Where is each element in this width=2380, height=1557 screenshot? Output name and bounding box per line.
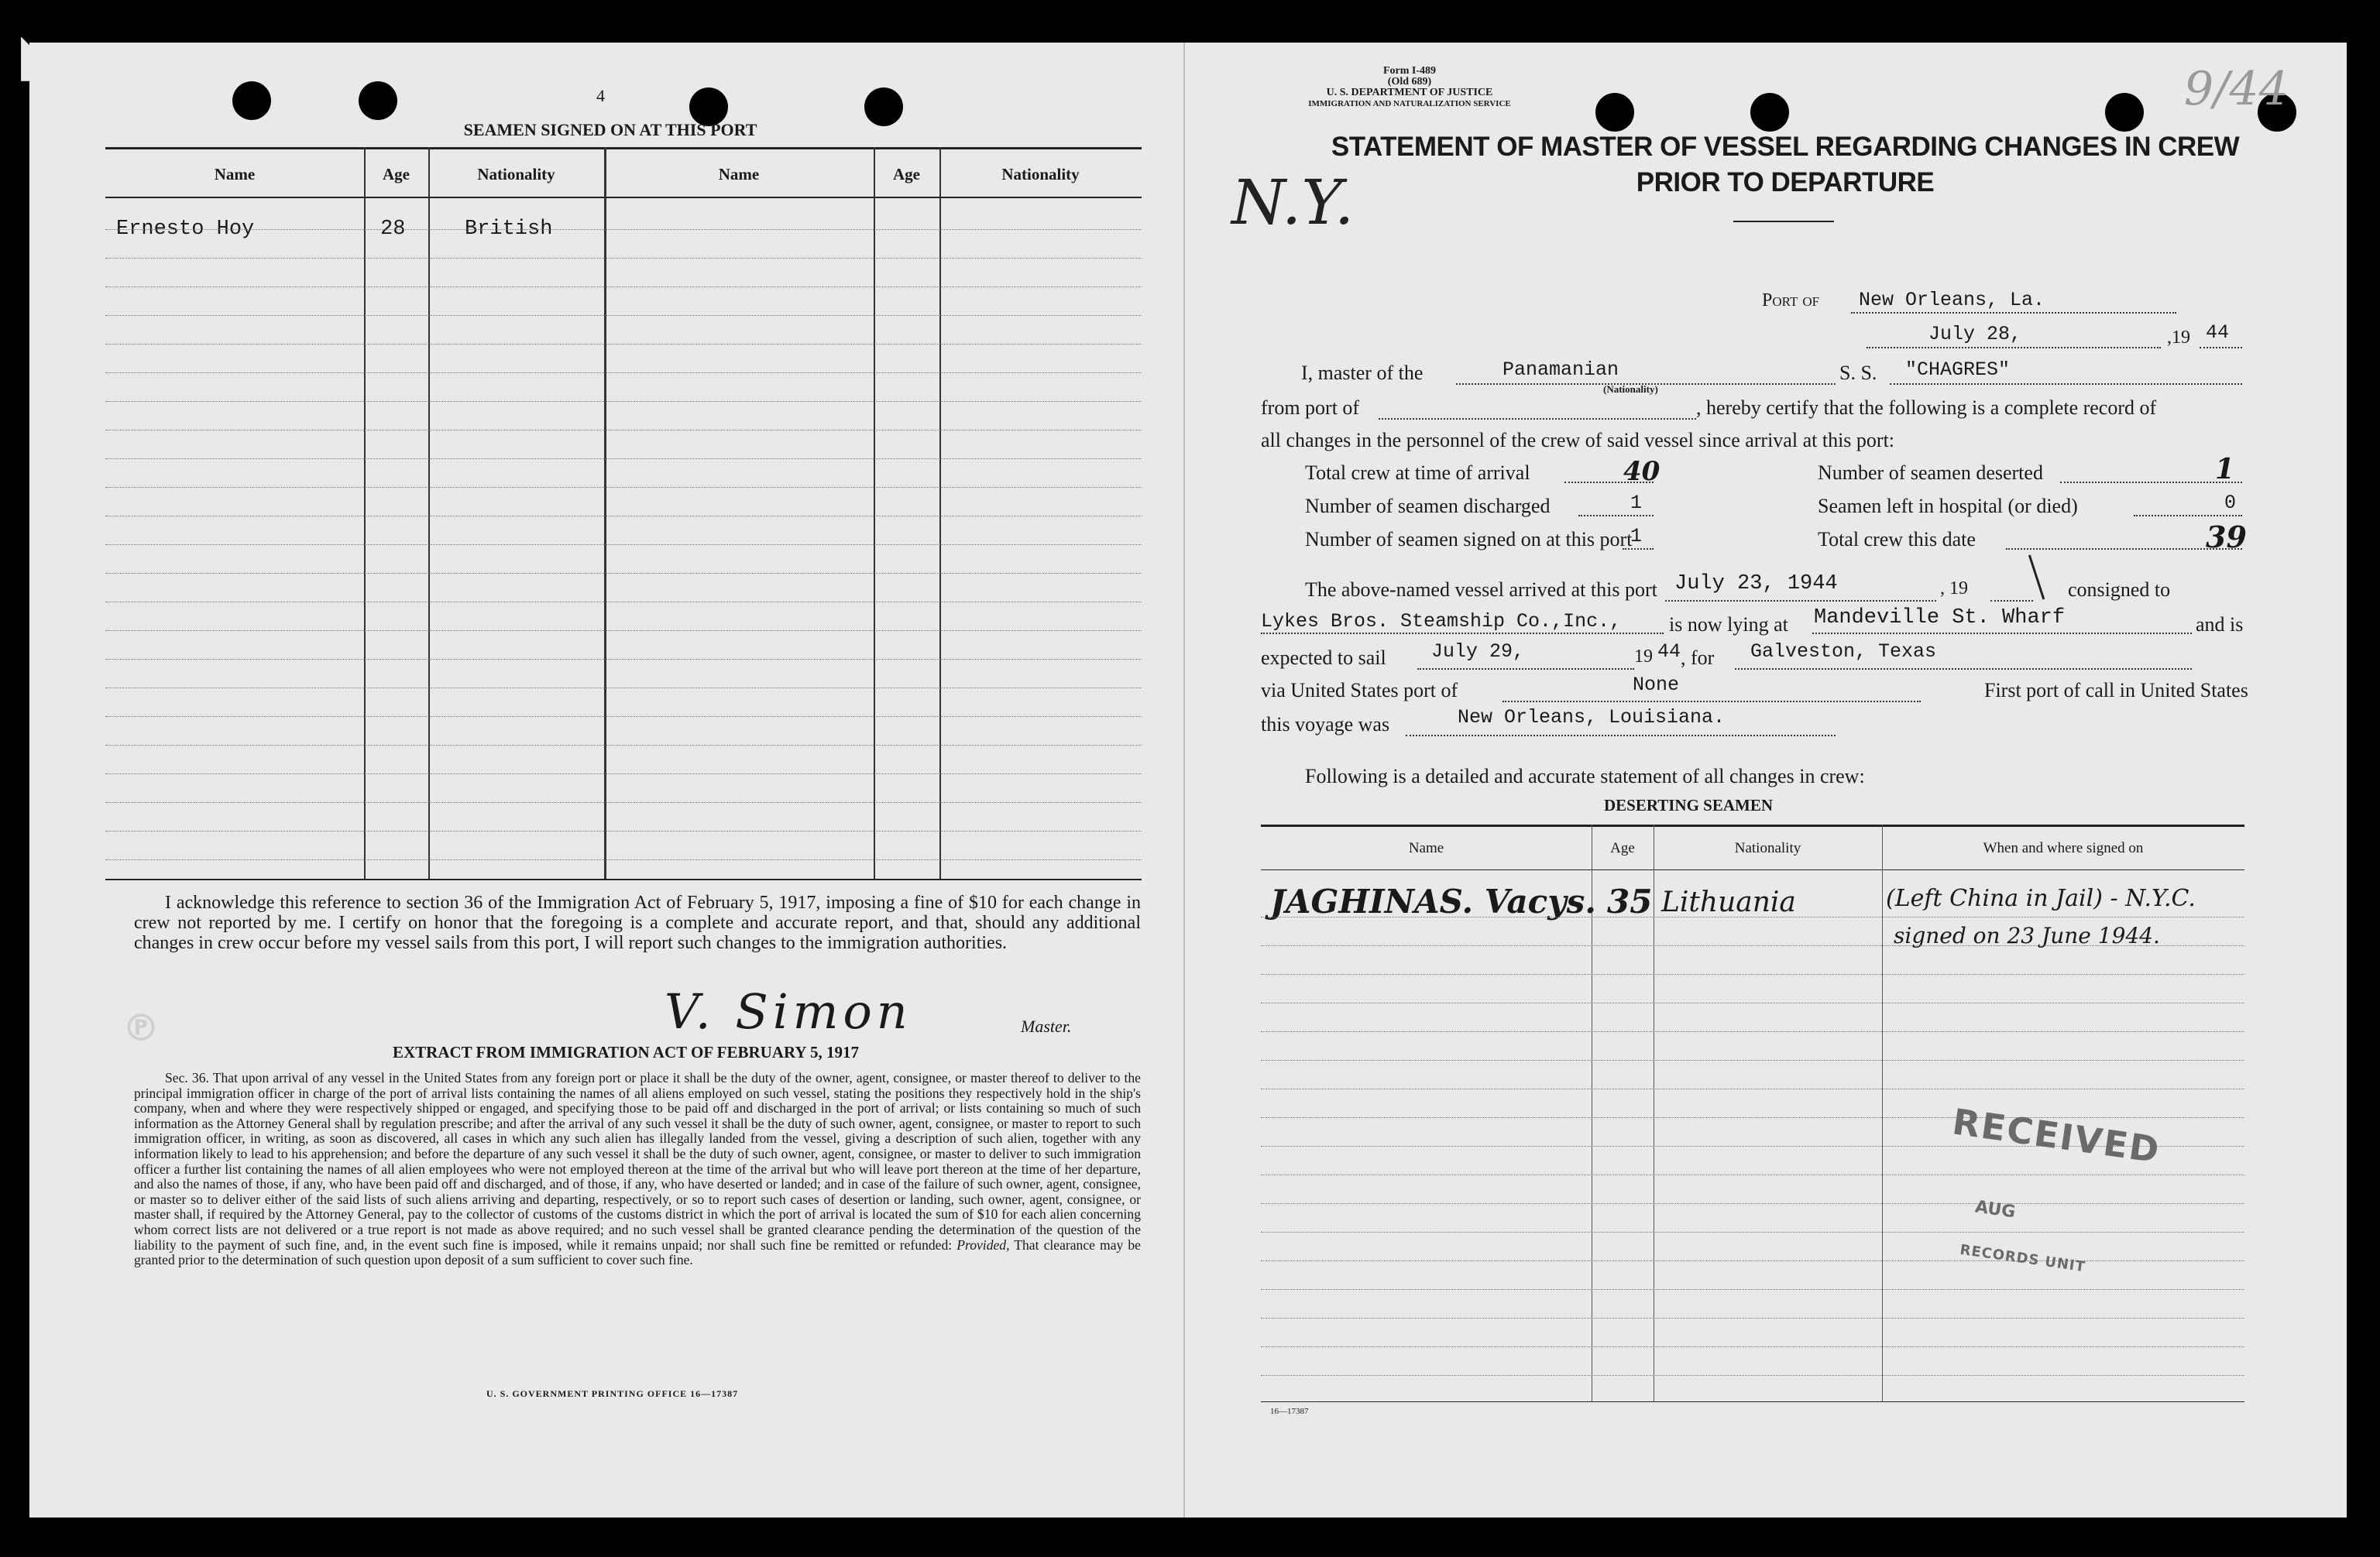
via-line [1503, 701, 1921, 702]
ruled-row-line [105, 344, 1142, 345]
desert-header-rule [1261, 869, 2244, 870]
desert-ruled-row-line [1261, 1260, 2244, 1261]
column-header-nationality: Nationality [477, 165, 555, 183]
ship-line [1890, 383, 2242, 385]
footer-code: 16—17387 [1270, 1407, 1309, 1416]
ruled-row-line [105, 458, 1142, 459]
desert-ruled-row-line [1261, 1318, 2244, 1319]
count-label-hospital: Seamen left in hospital (or died) [1818, 495, 2078, 517]
lying-label: is now lying at [1669, 613, 1788, 636]
deserter-signed: (Left China in Jail) - N.Y.C. [1886, 885, 2196, 912]
nationality-value: Panamanian [1503, 358, 1619, 381]
form-number: Form I-489 [1382, 65, 1437, 77]
form-title-line1: STATEMENT OF MASTER OF VESSEL REGARDING CHANGES IN CREW [1331, 132, 2240, 162]
extract-text [134, 1071, 1141, 1268]
and-is-label: and is [2196, 613, 2244, 636]
right-page [1183, 43, 2347, 1518]
punch-hole [232, 81, 271, 120]
voyage-label: this voyage was [1261, 713, 1390, 736]
nationality-caption: (Nationality) [1603, 383, 1658, 395]
certify-text-2: all changes in the personnel of the crew of said vessel since arrival at this port: [1261, 429, 1895, 451]
desert-ruled-row-line [1261, 1060, 2244, 1061]
ruled-row-line [105, 573, 1142, 574]
form-header [1255, 66, 1564, 109]
master-signature: V. Simon [665, 983, 912, 1040]
count-dots [1578, 515, 1654, 516]
table-title: SEAMEN SIGNED ON AT THIS PORT [463, 120, 757, 139]
ruled-row-line [105, 859, 1142, 860]
extract-title: EXTRACT FROM IMMIGRATION ACT OF FEBRUARY 5, 1917 [392, 1043, 860, 1061]
desert-ruled-row-line [1261, 1289, 2244, 1290]
ruled-row-line [105, 229, 1142, 230]
consignee-line [1261, 633, 1664, 634]
year-prefix: ,19 [2167, 328, 2190, 348]
received-stamp-date: AUG [1973, 1197, 2017, 1223]
column-header-name: Name [718, 165, 760, 183]
count-label-deserted: Number of seamen deserted [1818, 461, 2043, 484]
count-value-deserted: 1 [2215, 453, 2235, 485]
ruled-row-line [105, 831, 1142, 832]
date-line [1867, 347, 2161, 348]
punch-hole [1750, 93, 1789, 132]
arrived-year-line [1990, 600, 2033, 602]
arrived-year: , 19 [1940, 578, 1968, 598]
arrived-line [1665, 600, 1936, 602]
deserter-signed-2: signed on 23 June 1944. [1894, 923, 2160, 948]
ruled-row-line [105, 773, 1142, 774]
col-divider [428, 147, 430, 879]
corner-note: 9/44 [2184, 62, 2289, 116]
ruled-row-line [105, 630, 1142, 631]
ruled-row-line [105, 258, 1142, 259]
form-title-line2: PRIOR TO DEPARTURE [1636, 167, 1935, 197]
form-old-number: (Old 689) [1387, 76, 1432, 87]
count-value-arrival: 40 [1623, 456, 1661, 487]
destination-line [1735, 668, 2192, 670]
service-name: IMMIGRATION AND NATURALIZATION SERVICE [1308, 99, 1511, 108]
from-port-line [1379, 418, 1696, 420]
ruled-row-line [105, 716, 1142, 717]
from-port-label: from port of [1261, 396, 1360, 419]
received-stamp: RECEIVED [1949, 1100, 2163, 1171]
desert-ruled-row-line [1261, 1232, 2244, 1233]
arrived-label: The above-named vessel arrived at this port [1305, 578, 1657, 601]
extract-end: That clearance may be granted prior to the determination of such question upon deposit of a sum sufficient to cover such fine. [134, 1236, 1141, 1268]
title-underline [1733, 221, 1834, 222]
table-cell-name: Ernesto Hoy [116, 218, 255, 241]
col-divider [939, 147, 941, 879]
desert-ruled-row-line [1261, 1375, 2244, 1376]
desert-ruled-row-line [1261, 1346, 2244, 1347]
count-value-signed-on: 1 [1630, 525, 1643, 547]
port-value: New Orleans, La. [1859, 289, 2045, 311]
count-label-signed-on: Number of seamen signed on at this port [1305, 528, 1633, 550]
year-prefix-text: 19 [2172, 328, 2190, 348]
column-header-age: Age [383, 165, 410, 183]
table-header-rule [105, 197, 1142, 198]
desert-table-top [1261, 825, 2244, 827]
punch-hole [864, 87, 903, 126]
ruled-row-line [105, 745, 1142, 746]
arrived-year-text: 19 [1949, 578, 1968, 598]
ruled-row-line [105, 487, 1142, 488]
deserter-name: JAGHINAS. Vacys. [1270, 883, 1596, 921]
table-top-rule [105, 147, 1142, 149]
consignee-value: Lykes Bros. Steamship Co.,Inc., [1261, 610, 1622, 633]
col-divider [364, 147, 366, 879]
handwritten-slash [2028, 554, 2047, 600]
extract-section: Sec. 36. [165, 1070, 209, 1085]
first-port-label: First port of call in United States [1984, 679, 2248, 701]
year-line [2200, 347, 2242, 348]
port-line [1851, 312, 2176, 314]
via-value: None [1633, 674, 1680, 696]
count-value-discharged: 1 [1630, 492, 1643, 514]
count-label-total: Total crew this date [1818, 528, 1976, 550]
count-value-total: 39 [2206, 520, 2247, 554]
ruled-row-line [105, 802, 1142, 803]
desert-header-nationality: Nationality [1734, 840, 1801, 856]
extract-body: That upon arrival of any vessel in the United States from any foreign port or place it shall be the duty of the owner, agent, consignee, or master thereof to deliver to the principal immigration officer in charge of the port of arrival lists containing the names of all aliens employed on such vessel, stating the positions they respectively hold in the ship's company, when and where they were respectively shipped or engaged, and specifying those to be paid off and discharged in the port of arrival; or lists containing so much of such information as the Attorney General shall by regulation prescribe; and after the arrival of any such vessel it shall be the duty of such owner, agent, consignee, or master to report to such immigration officer, in writing, as soon as discovered, all cases in which any such alien has illegally landed from the vessel, giving a description of such alien, together with any information likely to lead to his apprehension; and before the departure of any such vessel it shall be the duty of such owner, agent, consignee, or master to deliver to such immigration officer a further list containing the names of all alien employees who were not employed thereon at the time of the arrival but who will leave port thereon at the time of her departure, and also the names of those, if any, who have been paid off and discharged, and of those, if any, who have deserted or landed; and in case of the failure of such owner, agent, consignee, or master so to deliver either of the said lists of such aliens arriving and departing, respectively, or so to report such cases of desertion or landing, such owner, agent, consignee, or master shall, if required by the Attorney General, pay to the collector of customs of the customs district in which the port of arrival is located the sum of $10 for each alien concerning whom correct lists are not delivered or a true report is not made as above required; and no such vessel shall be granted clearance pending the determination of the question of the liability to the payment of such fine, and, in the event such fine is imposed, while it remains unpaid; nor shall such fine be remitted or refunded: [134, 1070, 1141, 1253]
desert-table-bottom [1261, 1401, 2244, 1402]
desert-header-name: Name [1408, 840, 1444, 856]
desert-ruled-row-line [1261, 1031, 2244, 1032]
margin-note: N.Y. [1231, 166, 1355, 238]
ruled-row-line [105, 372, 1142, 373]
department-name: U. S. DEPARTMENT OF JUSTICE [1326, 87, 1493, 98]
left-page [22, 26, 1183, 1518]
voyage-value: New Orleans, Louisiana. [1458, 706, 1726, 729]
lying-value: Mandeville St. Wharf [1814, 606, 2066, 629]
ruled-row-line [105, 544, 1142, 545]
for-label: , for [1681, 646, 1715, 669]
count-dots [1623, 548, 1654, 550]
column-header-nationality: Nationality [1001, 165, 1080, 183]
col-divider [604, 147, 606, 879]
table-bottom-rule [105, 879, 1142, 880]
col-divider [874, 147, 875, 879]
extract-provided: Provided, [956, 1236, 1010, 1253]
column-header-age: Age [893, 165, 920, 183]
ruled-row-line [105, 659, 1142, 660]
count-label-arrival: Total crew at time of arrival [1305, 461, 1530, 484]
form-title [1317, 132, 2254, 198]
year-value: 44 [2206, 321, 2230, 344]
acknowledgment-text: I acknowledge this reference to section 36 of the Immigration Act of February 5, 1917, imposing a fine of $10 for each change in crew not reported by me. I certify on honor that the foregoing is a complete and accurate report, and that, should any additional changes in crew occur before my vessel sails from this port, I will report such changes to the immigration authorities. [134, 893, 1141, 953]
expected-label: expected to sail [1261, 646, 1386, 669]
sail-year-prefix: 19 [1634, 646, 1653, 667]
page-number: 4 [596, 86, 605, 105]
sail-date-value: July 29, [1431, 640, 1525, 663]
records-unit-stamp: RECORDS UNIT [1959, 1241, 2087, 1276]
count-label-discharged: Number of seamen discharged [1305, 495, 1551, 517]
ss-label: S. S. [1839, 362, 1877, 384]
date-value: July 28, [1928, 323, 2022, 345]
destination-value: Galveston, Texas [1750, 640, 1937, 663]
desert-col-divider [1882, 825, 1883, 1401]
desert-header-age: Age [1610, 840, 1635, 856]
ruled-row-line [105, 286, 1142, 287]
master-of-label: I, master of the [1301, 362, 1424, 384]
deserter-nationality: Lithuania [1661, 887, 1796, 918]
gpo-line: U. S. GOVERNMENT PRINTING OFFICE 16—17387 [486, 1388, 739, 1399]
consigned-label: consigned to [2068, 578, 2171, 601]
column-header-name: Name [214, 165, 256, 183]
desert-ruled-row-line [1261, 1203, 2244, 1204]
following-label: Following is a detailed and accurate statement of all changes in crew: [1305, 765, 1865, 787]
sail-date-line [1417, 668, 1634, 670]
corner-scan-mark: ◣ [22, 26, 64, 86]
ruled-row-line [105, 401, 1142, 402]
voyage-line [1406, 735, 1836, 736]
count-value-hospital: 0 [2224, 492, 2237, 514]
count-dots [2134, 515, 2242, 516]
sail-year-value: 44 [1657, 640, 1681, 663]
punch-hole [1595, 93, 1634, 132]
desert-ruled-row-line [1261, 1117, 2244, 1118]
punch-hole [2105, 93, 2144, 132]
ruled-row-line [105, 315, 1142, 316]
ship-value: "CHAGRES" [1905, 358, 2011, 381]
certify-text: , hereby certify that the following is a complete record of [1696, 396, 2157, 419]
port-label: Port of [1762, 290, 1820, 310]
faint-initials-stamp: ℗ [122, 1007, 160, 1050]
table-cell-nationality: British [465, 218, 553, 241]
lying-line [1812, 633, 2192, 634]
table-cell-age: 28 [380, 218, 406, 241]
deserting-title: DESERTING SEAMEN [1603, 796, 1774, 815]
desert-header-signed: When and where signed on [1983, 840, 2144, 856]
desert-ruled-row-line [1261, 974, 2244, 975]
punch-hole [359, 81, 397, 120]
master-label: Master. [1021, 1017, 1072, 1036]
arrived-value: July 23, 1944 [1674, 572, 1838, 595]
via-label: via United States port of [1261, 679, 1458, 701]
deserter-age: 35 [1607, 883, 1653, 921]
desert-ruled-row-line [1261, 945, 2244, 946]
